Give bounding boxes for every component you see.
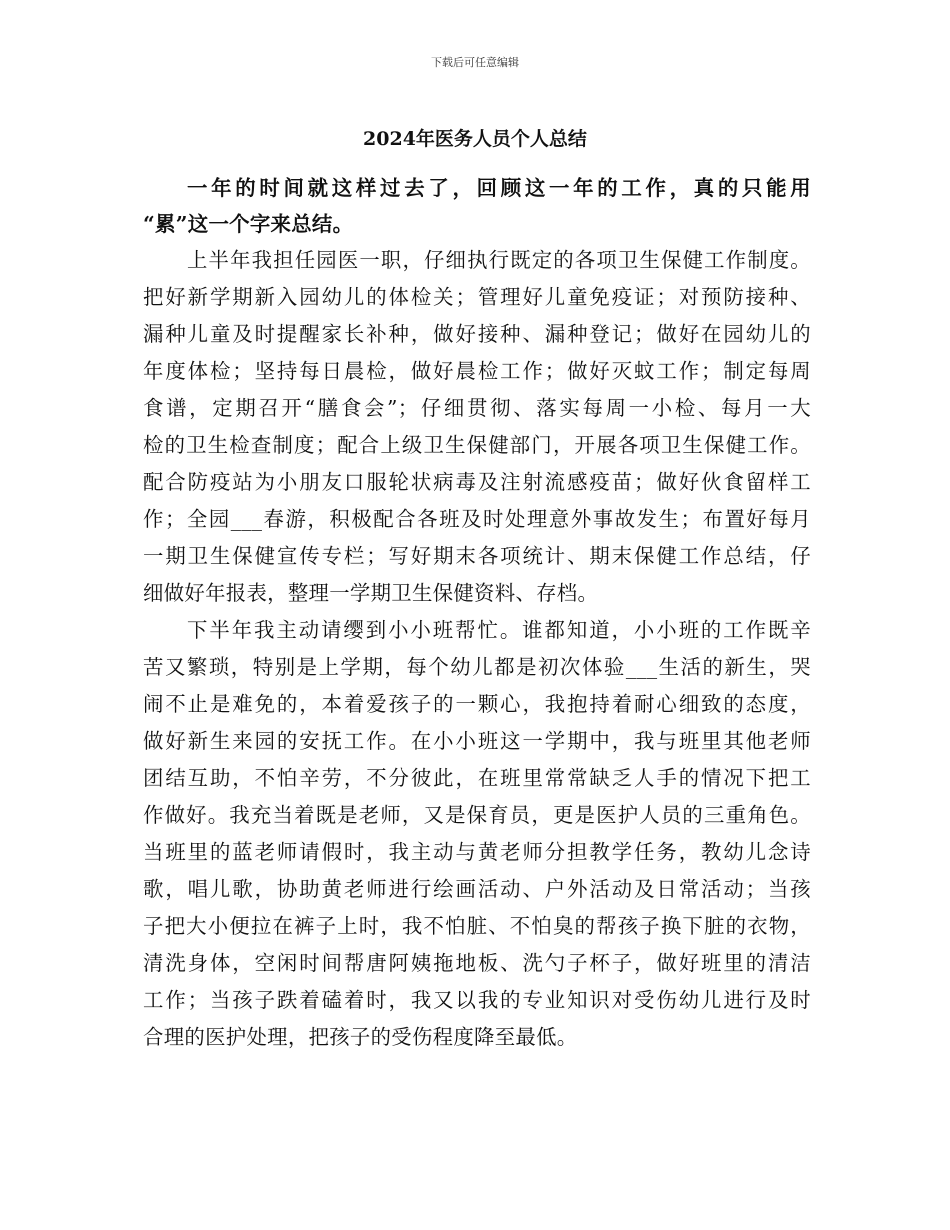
paragraph-line: 做好新生来园的安抚工作。在小小班这一学期中，我与班里其他老师 — [143, 729, 811, 753]
paragraph-line: 作做好。我充当着既是老师，又是保育员，更是医护人员的三重角色。 — [143, 803, 811, 827]
document-title: 2024年医务人员个人总结 — [363, 128, 587, 150]
paragraph-line: 团结互助，不怕辛劳，不分彼此，在班里常常缺乏人手的情况下把工 — [143, 766, 811, 790]
paragraph-line: 工作；当孩子跌着磕着时，我又以我的专业知识对受伤幼儿进行及时 — [143, 988, 811, 1012]
paragraph-line: 上半年我担任园医一职，仔细执行既定的各项卫生保健工作制度。 — [187, 248, 811, 272]
intro-paragraph — [143, 170, 811, 242]
paragraph-line: 食谱，定期召开“膳食会”；仔细贯彻、落实每周一小检、每月一大 — [143, 396, 811, 420]
intro-line: 一年的时间就这样过去了，回顾这一年的工作，真的只能用 — [187, 176, 811, 200]
paragraph-line: 一期卫生保健宣传专栏；写好期末各项统计、期末保健工作总结，仔 — [143, 544, 811, 568]
paragraph-second-half-year — [143, 612, 811, 1056]
paragraph-line: 闹不止是难免的，本着爱孩子的一颗心，我抱持着耐心细致的态度， — [143, 692, 811, 716]
paragraph-line: 作；全园___春游，积极配合各班及时处理意外事故发生；布置好每月 — [143, 507, 811, 531]
paragraph-line: 子把大小便拉在裤子上时，我不怕脏、不怕臭的帮孩子换下脏的衣物， — [143, 914, 811, 938]
page-header-note: 下载后可任意编辑 — [431, 56, 519, 69]
paragraph-line: 清洗身体，空闲时间帮唐阿姨拖地板、洗勺子杯子，做好班里的清洁 — [143, 951, 811, 975]
paragraph-line: 苦又繁琐，特别是上学期，每个幼儿都是初次体验___生活的新生，哭 — [143, 655, 811, 679]
paragraph-line: 细做好年报表，整理一学期卫生保健资料、存档。 — [143, 581, 599, 605]
paragraph-line: 把好新学期新入园幼儿的体检关；管理好儿童免疫证；对预防接种、 — [143, 285, 811, 309]
document-body — [143, 170, 811, 1056]
paragraph-line: 年度体检；坚持每日晨检，做好晨检工作；做好灭蚊工作；制定每周 — [143, 359, 811, 383]
paragraph-first-half-year — [143, 242, 811, 612]
paragraph-line: 漏种儿童及时提醒家长补种，做好接种、漏种登记；做好在园幼儿的 — [143, 322, 811, 346]
paragraph-line: 合理的医护处理，把孩子的受伤程度降至最低。 — [143, 1025, 578, 1049]
paragraph-line: 歌，唱儿歌，协助黄老师进行绘画活动、户外活动及日常活动；当孩 — [143, 877, 811, 901]
paragraph-line: 当班里的蓝老师请假时，我主动与黄老师分担教学任务，教幼儿念诗 — [143, 840, 811, 864]
paragraph-line: 检的卫生检查制度；配合上级卫生保健部门，开展各项卫生保健工作。 — [143, 433, 811, 457]
paragraph-line: 下半年我主动请缨到小小班帮忙。谁都知道，小小班的工作既辛 — [187, 618, 811, 642]
intro-line: “累”这一个字来总结。 — [143, 212, 354, 236]
paragraph-line: 配合防疫站为小朋友口服轮状病毒及注射流感疫苗；做好伙食留样工 — [143, 470, 811, 494]
